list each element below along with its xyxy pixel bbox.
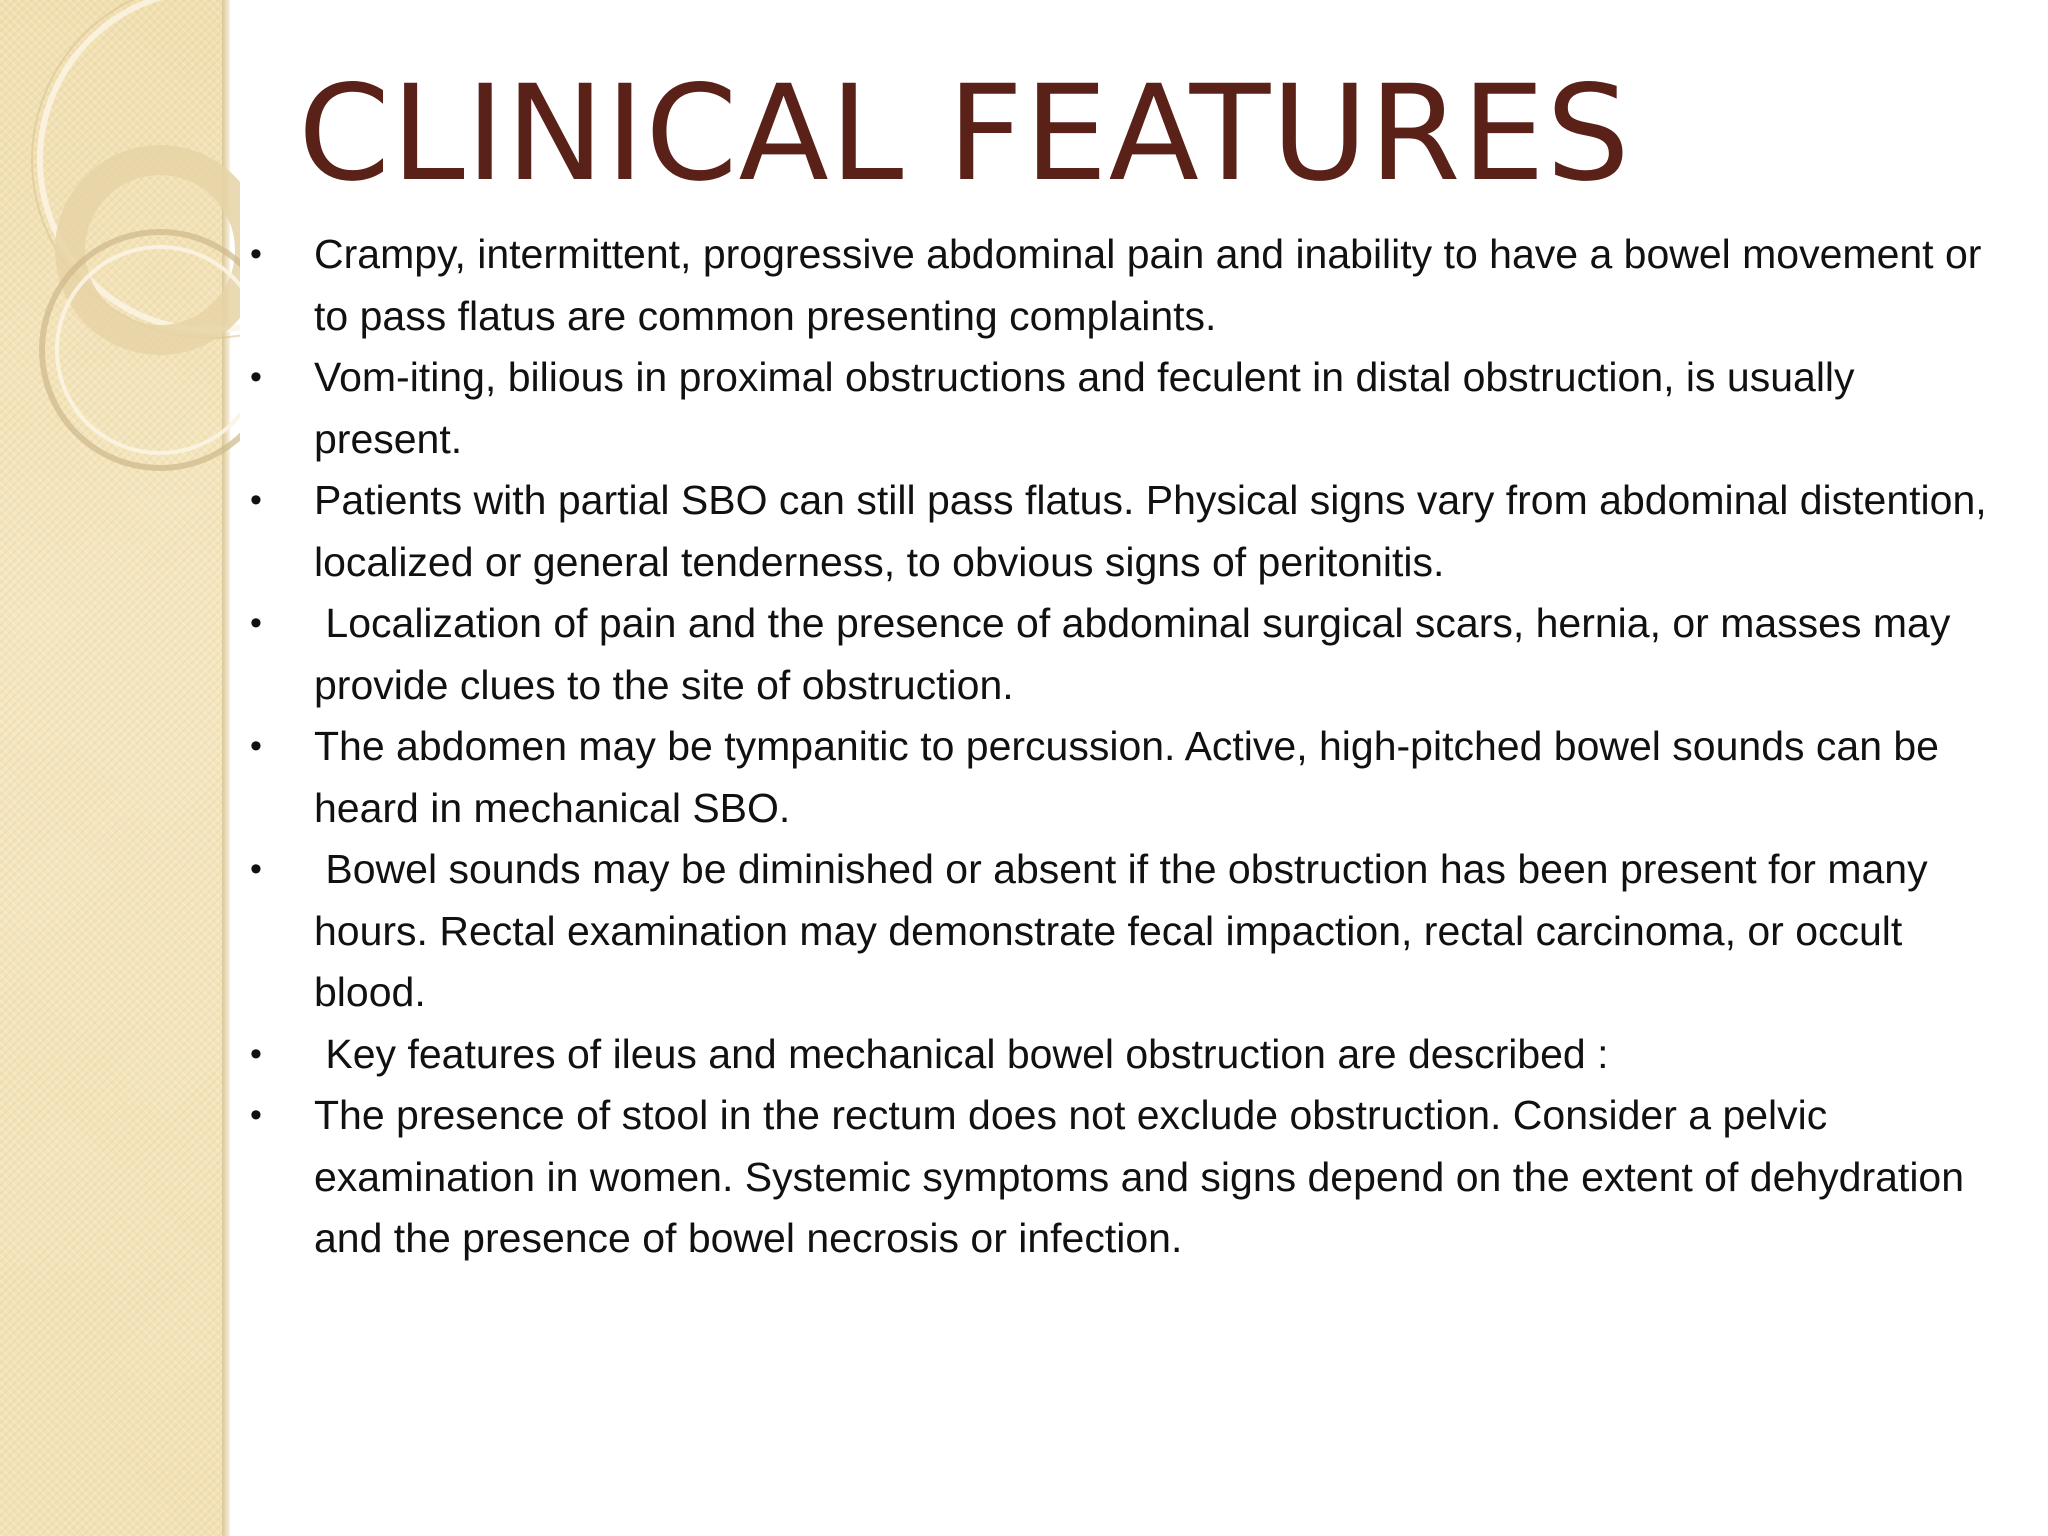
bullet-list bbox=[244, 224, 2004, 1270]
bullet-text: Vom-iting, bilious in proximal obstructions and feculent in distal obstruction, is usually present. bbox=[314, 354, 1866, 462]
bullet-icon: • bbox=[250, 235, 262, 273]
bullet-icon: • bbox=[250, 727, 262, 765]
list-item bbox=[244, 593, 2004, 716]
bullet-text: Bowel sounds may be diminished or absent if the obstruction has been present for many hours. Rectal examination may demonstrate fecal impaction, rectal carcinoma, or occult blood. bbox=[314, 846, 1939, 1015]
list-item bbox=[244, 470, 2004, 593]
bullet-icon: • bbox=[250, 481, 262, 519]
bullet-text: Localization of pain and the presence of abdominal surgical scars, hernia, or masses may provide clues to the site of obstruction. bbox=[314, 600, 1962, 708]
list-item bbox=[244, 224, 2004, 347]
list-item bbox=[244, 347, 2004, 470]
bullet-icon: • bbox=[250, 1096, 262, 1134]
bullet-text: The abdomen may be tympanitic to percussion. Active, high-pitched bowel sounds can be heard in mechanical SBO. bbox=[314, 723, 1951, 831]
slide-title: CLINICAL FEATURES bbox=[298, 57, 1631, 211]
list-item bbox=[244, 839, 2004, 1024]
list-item bbox=[244, 1085, 2004, 1270]
bullet-icon: • bbox=[250, 358, 262, 396]
bullet-icon: • bbox=[250, 604, 262, 642]
bullet-text: The presence of stool in the rectum does not exclude obstruction. Consider a pelvic examination in women. Systemic symptoms and signs depend on the extent of dehydration and the presence of bowel necrosis or infection. bbox=[314, 1092, 1976, 1261]
list-item bbox=[244, 1024, 2004, 1086]
bullet-text: Key features of ileus and mechanical bowel obstruction are described : bbox=[314, 1030, 1609, 1077]
decorative-rings-icon bbox=[0, 0, 240, 520]
bullet-icon: • bbox=[250, 1034, 262, 1073]
bullet-icon: • bbox=[250, 850, 262, 888]
bullet-text: Patients with partial SBO can still pass flatus. Physical signs vary from abdominal distention, localized or general tenderness, to obvious signs of peritonitis. bbox=[314, 477, 1999, 585]
list-item bbox=[244, 716, 2004, 839]
bullet-text: Crampy, intermittent, progressive abdominal pain and inability to have a bowel movement or to pass flatus are common presenting complaints. bbox=[314, 231, 1993, 339]
